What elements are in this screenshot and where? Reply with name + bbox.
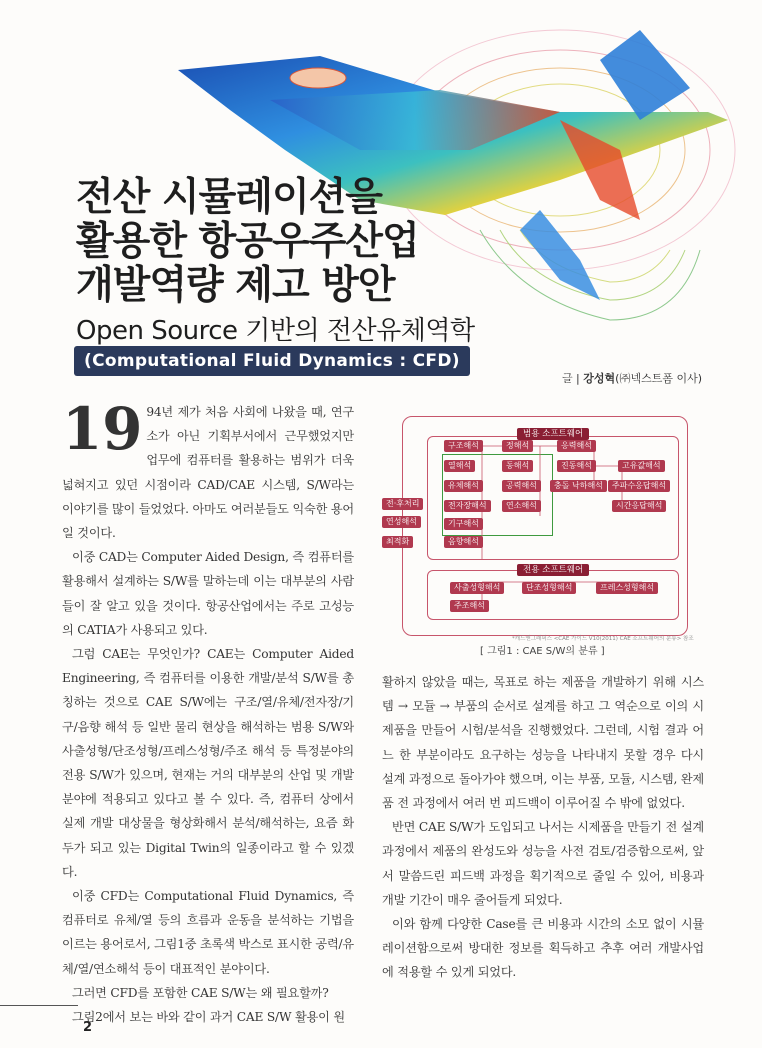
fig-item-press: 프레스성형해석 <box>596 582 658 594</box>
paragraph-4: 이중 CFD는 Computational Fluid Dynamics, 즉 컴퓨터로 유체/열 등의 흐름과 운동을 분석하는 기법을 이르는 용어로서, 그림1중 초록색 박스로 표시한 공력/유체/열/연소해석 등이 대표적인 분야이다. <box>62 889 354 976</box>
fig-item-time: 시간응답해석 <box>612 500 666 512</box>
fig-item-eigen: 고유값해석 <box>618 460 665 472</box>
general-software-title: 범용 소프트웨어 <box>517 428 589 440</box>
fig-item-casting: 주조해석 <box>450 600 489 612</box>
fig-item-vibration: 진동해석 <box>557 460 596 472</box>
fig-side-coupled: 연성해석 <box>382 516 421 528</box>
figure-source-note: *캐드앤그래픽스 <CAE 가이드 V10(2011) CAE 소프트웨어의 분류> 참조 <box>512 636 694 642</box>
special-software-title: 전용 소프트웨어 <box>517 564 589 576</box>
fig-side-pre-post: 전·후처리 <box>382 498 423 510</box>
figure-connectors <box>372 416 702 636</box>
article-title <box>76 176 419 308</box>
paragraph-7: 활하지 않았을 때는, 목표로 하는 제품을 개발하기 위해 시스템 → 모듈 → 부품의 순서로 설계를 하고 그 역순으로 이의 시제품을 만들어 시험/분석을 진행했었다. 그런데, 시험 결과 어느 한 부분이라도 요구하는 성능을 나타내지 못할 경우 다시 설계 과정으로 돌아가야 했으며, 이는 부품, 모듈, 시스템, 완제품 전 과정에서 여러 번 피드백이 이루어질 수 밖에 없었다. <box>382 675 704 811</box>
author-prefix: 글 | <box>561 372 584 385</box>
fig-item-forging: 단조성형해석 <box>522 582 576 594</box>
figure-cae-classification <box>372 416 702 656</box>
article-subtitle: Open Source 기반의 전산유체역학 <box>76 316 475 346</box>
fig-item-injection: 사출성형해석 <box>450 582 504 594</box>
fig-item-aero: 공력해석 <box>502 480 541 492</box>
fig-item-mechanism: 기구해석 <box>444 518 483 530</box>
author-affiliation: (㈜넥스트폼 이사) <box>615 372 702 385</box>
author-line <box>562 370 702 386</box>
body-right-column <box>382 670 704 985</box>
fig-side-optimization: 최적화 <box>382 536 413 548</box>
paragraph-9: 이와 함께 다양한 Case를 큰 비용과 시간의 소모 없이 시뮬레이션함으로써 방대한 정보를 획득하고 추후 여러 개발사업에 적용할 수 있게 되었다. <box>382 917 704 980</box>
fig-item-static: 정해석 <box>502 440 533 452</box>
paragraph-3: 그럼 CAE는 무엇인가? CAE는 Computer Aided Engineering, 즉 컴퓨터를 이용한 개발/분석 S/W를 총칭하는 것으로 CAE S/W에는 구조/열/유체/전자장/기구/음향 해석 등 일반 물리 현상을 해석하는 범용 S/W와 사출성형/단조성형/프레스성형/주조 해석 등 특정분야의 전용 S/W가 있으며, 현재는 거의 대부분의 산업 및 개발분야에 적용되고 있다고 볼 수 있다. 즉, 컴퓨터 상에서 실제 개발 대상물을 형상화해서 분석/해석하는, 요즘 화두가 되고 있는 Digital Twin의 일종이라고 할 수 있겠다. <box>62 647 354 879</box>
paragraph-8: 반면 CAE S/W가 도입되고 나서는 시제품을 만들기 전 설계과정에서 제품의 완성도와 성능을 사전 검토/검증함으로써, 앞서 말씀드린 피드백 과정을 획기적으로 줄일 수 있어, 비용과 개발 기간이 매우 줄어들게 되었다. <box>382 820 704 907</box>
body-left-column <box>62 395 354 1029</box>
title-line-2: 활용한 항공우주산업 <box>76 219 419 264</box>
author-name: 강성혁 <box>583 372 616 385</box>
fig-item-dynamic: 동해석 <box>502 460 533 472</box>
cfd-label-box: (Computational Fluid Dynamics : CFD) <box>74 346 470 376</box>
fig-item-em: 전자장해석 <box>444 500 491 512</box>
fig-item-acoustic: 음향해석 <box>444 536 483 548</box>
figure-caption: [ 그림1 : CAE S/W의 분류 ] <box>480 646 605 657</box>
paragraph-1: 19 94년 제가 처음 사회에 나왔을 때, 연구소가 아닌 기획부서에서 근무했었지만 업무에 컴퓨터를 활용하는 범위가 더욱 넓혀지고 있던 시점이라 CAD/CAE 시스템, S/W라는 이야기를 많이 들었었다. 아마도 여러분들도 익숙한 용어일 것이다. <box>62 395 354 541</box>
title-line-3: 개발역량 제고 방안 <box>76 263 395 308</box>
fig-item-fluid: 유체해석 <box>444 480 483 492</box>
fig-item-frequency: 주파수응답해석 <box>608 480 670 492</box>
fig-item-stress: 응력해석 <box>557 440 596 452</box>
fig-item-structure: 구조해석 <box>444 440 483 452</box>
paragraph-6: 그림2에서 보는 바와 같이 과거 CAE S/W 활용이 원 <box>72 1010 345 1025</box>
fig-item-crash: 충돌 낙하해석 <box>550 480 607 492</box>
paragraph-5: 그러면 CFD를 포함한 CAE S/W는 왜 필요할까? <box>72 985 329 1000</box>
paragraph-2: 이중 CAD는 Computer Aided Design, 즉 컴퓨터를 활용해서 설계하는 S/W를 말하는데 이는 대부분의 사람들이 잘 알고 있을 것이다. 항공산업에서는 주로 고성능의 CATIA가 사용되고 있다. <box>62 550 354 637</box>
page-number: 2 <box>83 1020 93 1035</box>
dropcap: 19 <box>62 395 143 463</box>
fig-item-thermal: 열해석 <box>444 460 475 472</box>
title-line-1: 전산 시뮬레이션을 <box>76 175 382 220</box>
fig-item-combustion: 연소해석 <box>502 500 541 512</box>
footer-rule <box>0 1005 78 1006</box>
